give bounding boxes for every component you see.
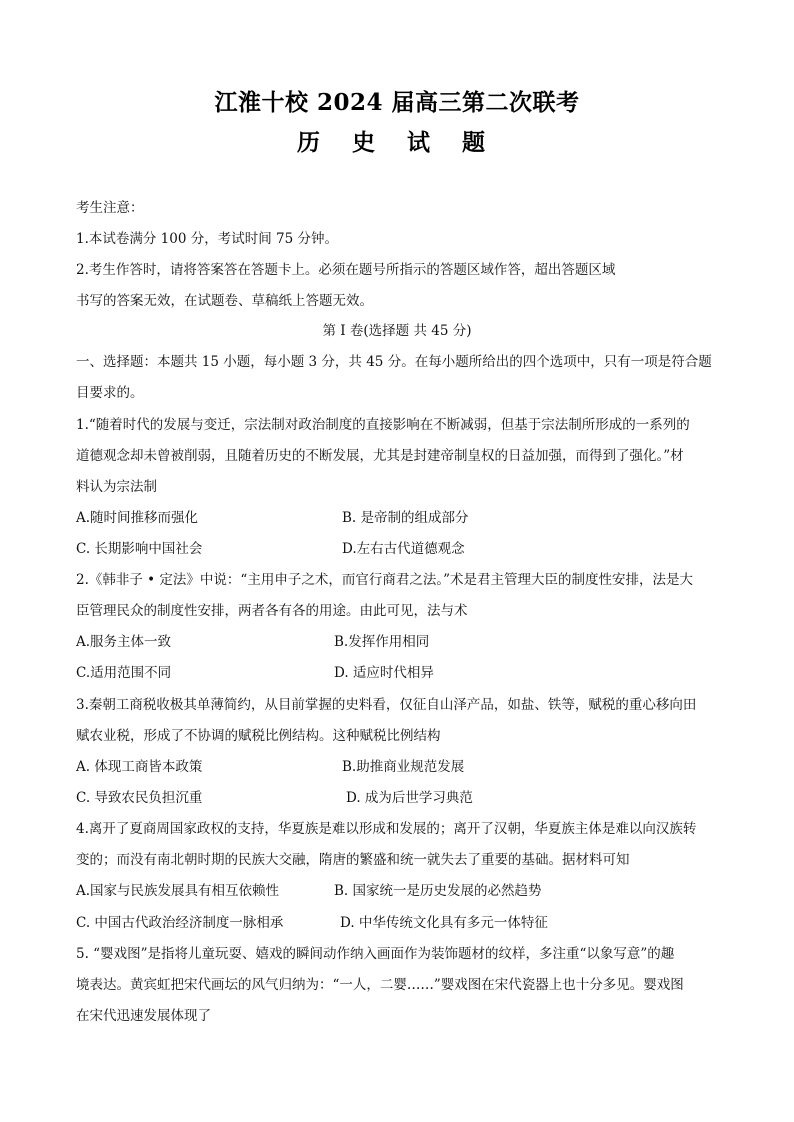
question-1-option-b[interactable]: B. 是帝制的组成部分 (342, 510, 469, 526)
notice-item-2-cont: 书写的答案无效，在试题卷、草稿纸上答题无效。 (76, 293, 373, 309)
question-2-text: 2.《韩非子 • 定法》中说：“主用申子之术，而官行商君之法。”术是君主管理大臣的制度性安排，法是大 (76, 572, 693, 588)
question-4-option-b[interactable]: B. 国家统一是历史发展的必然趋势 (334, 883, 542, 899)
question-4-option-a[interactable]: A.国家与民族发展具有相互依赖性 (76, 883, 280, 899)
section-title: 第 I 卷(选择题 共 45 分) (322, 323, 472, 339)
question-1-text: 道德观念却未曾被削弱，且随着历史的不断发展，尤其是封建帝制皇权的日益加强，而得到了强化。”材 (76, 448, 684, 464)
question-3-option-d[interactable]: D. 成为后世学习典范 (346, 790, 473, 806)
notice-item-2: 2.考生作答时，请将答案答在答题卡上。必须在题号所指示的答题区域作答，超出答题区域 (76, 262, 616, 278)
notice-heading: 考生注意： (76, 200, 144, 216)
question-1-text: 料认为宗法制 (76, 479, 157, 495)
question-4-option-d[interactable]: D. 中华传统文化具有多元一体特征 (340, 915, 548, 931)
question-5-text: 在宋代迅速发展体现了 (76, 1008, 211, 1024)
question-2-option-a[interactable]: A.服务主体一致 (76, 634, 172, 650)
exam-title: 江淮十校 2024 届高三第二次联考 (214, 89, 580, 116)
question-4-text: 变的；而没有南北朝时期的民族大交融，隋唐的繁盛和统一就失去了重要的基础。据材料可知 (76, 852, 630, 868)
question-3-text: 3.秦朝工商税收极其单薄简约，从目前掌握的史料看，仅征自山泽产品，如盐、铁等，赋税的重心移向田 (76, 697, 697, 713)
question-3-text: 赋农业税，形成了不协调的赋税比例结构。这种赋税比例结构 (76, 728, 441, 744)
question-2-option-b[interactable]: B.发挥作用相同 (334, 634, 430, 650)
section-intro: 一、选择题：本题共 15 小题，每小题 3 分，共 45 分。在每小题所给出的四个选项中，只有一项是符合题 (76, 354, 712, 370)
question-1-text: 1.“随着时代的发展与变迁，宗法制对政治制度的直接影响在不断减弱，但基于宗法制所形成的一系列的 (76, 417, 690, 433)
section-intro-cont: 目要求的。 (76, 385, 144, 401)
question-2-option-c[interactable]: C.适用范围不同 (76, 665, 172, 681)
question-3-option-c[interactable]: C. 导致农民负担沉重 (76, 790, 203, 806)
question-1-option-d[interactable]: D.左右古代道德观念 (342, 541, 465, 557)
question-4-option-c[interactable]: C. 中国古代政治经济制度一脉相承 (76, 915, 284, 931)
question-1-option-a[interactable]: A.随时间推移而强化 (76, 510, 199, 526)
question-1-option-c[interactable]: C. 长期影响中国社会 (76, 541, 203, 557)
question-4-text: 4.离开了夏商周国家政权的支持，华夏族是难以形成和发展的；离开了汉朝，华夏族主体是难以向汉族转 (76, 821, 697, 837)
question-2-option-d[interactable]: D. 适应时代相异 (334, 665, 434, 681)
question-5-text: 5. “婴戏图”是指将儿童玩耍、嬉戏的瞬间动作纳入画面作为装饰题材的纹样，多注重“以象写意”的趣 (76, 946, 675, 962)
question-3-option-a[interactable]: A. 体现工商皆本政策 (76, 759, 203, 775)
question-3-option-b[interactable]: B.助推商业规范发展 (342, 759, 465, 775)
exam-subject: 历 史 试 题 (296, 129, 498, 156)
question-5-text: 境表达。黄宾虹把宋代画坛的风气归纳为：“一人，二婴……”婴戏图在宋代瓷器上也十分多见。婴戏图 (76, 977, 684, 993)
question-2-text: 臣管理民众的制度性安排，两者各有各的用途。由此可见，法与术 (76, 603, 468, 619)
notice-item-1: 1.本试卷满分 100 分，考试时间 75 分钟。 (76, 231, 338, 247)
